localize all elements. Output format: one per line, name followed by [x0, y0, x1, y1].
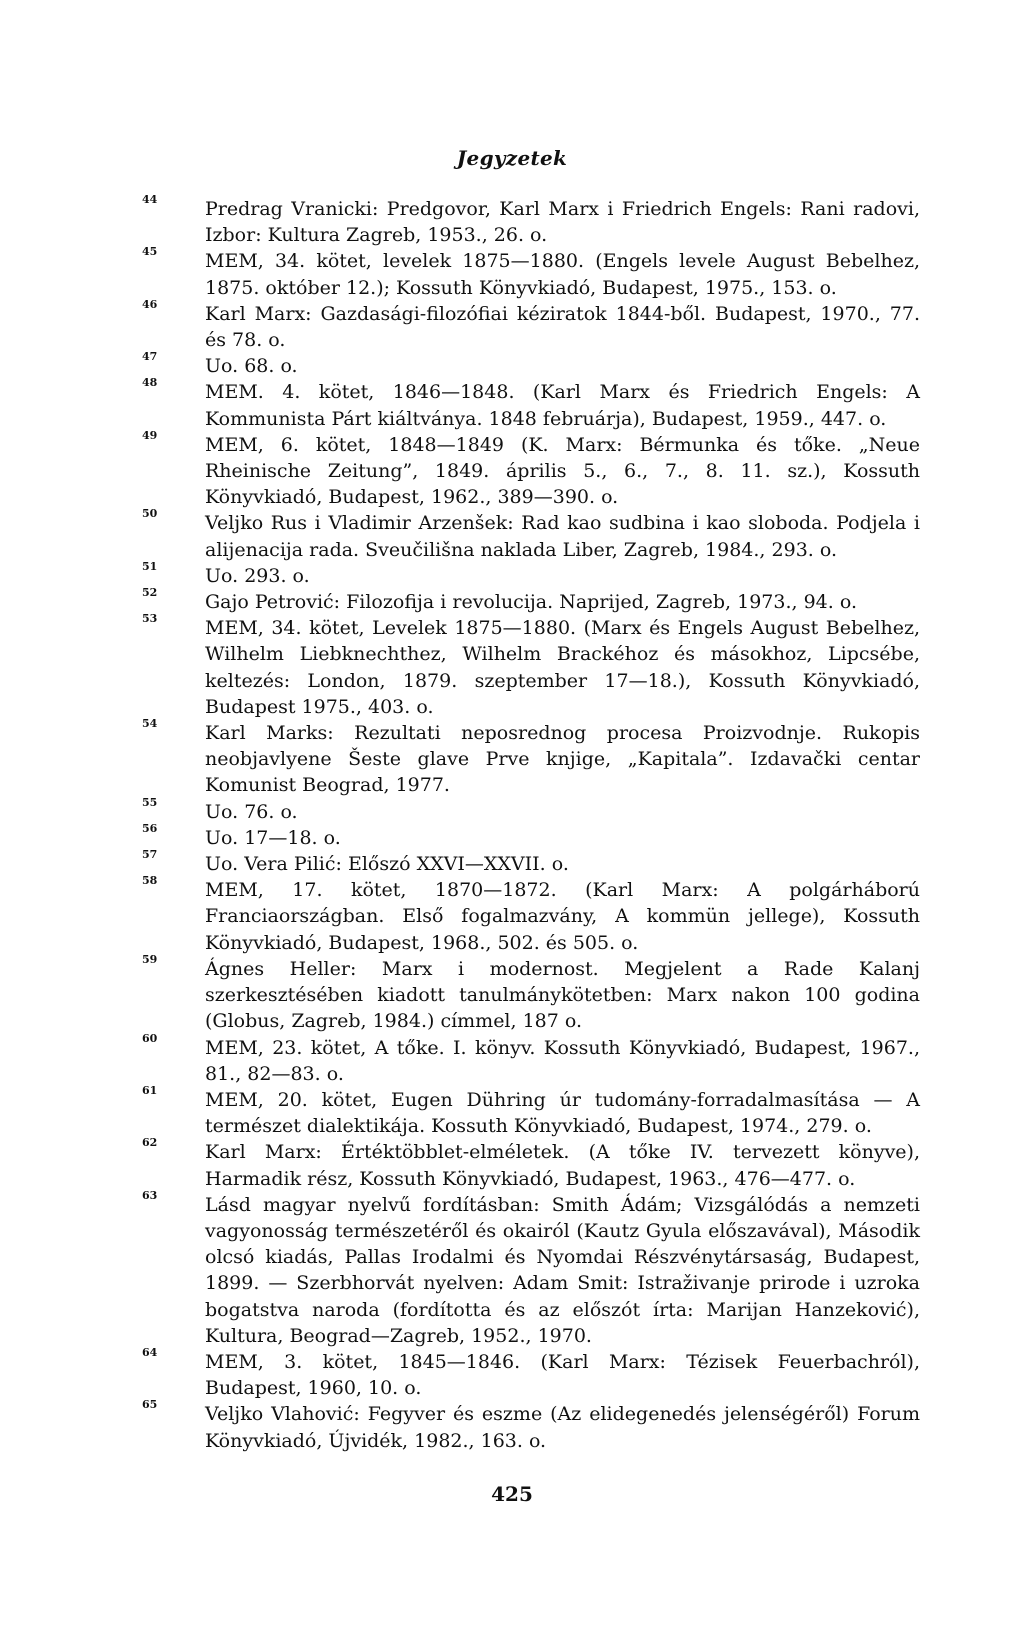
endnote — [142, 1136, 920, 1191]
endnote — [142, 952, 920, 1035]
endnote — [142, 1398, 920, 1453]
endnote-number: 61 — [142, 1083, 158, 1097]
endnote-number: 45 — [142, 245, 158, 259]
endnotes-list — [142, 193, 920, 1454]
endnote — [142, 717, 920, 799]
page-number: 425 — [491, 1482, 533, 1506]
endnote — [142, 874, 920, 956]
endnote-number: 51 — [142, 559, 158, 573]
endnote-number: 47 — [142, 350, 158, 364]
endnote — [142, 848, 920, 877]
endnote-text: MEM, 23. kötet, A tőke. I. könyv. Kossuth Könyvkiadó, Budapest, 1967., 81., 82—83. o. — [205, 1036, 920, 1085]
endnote-text: MEM, 6. kötet, 1848—1849 (K. Marx: Bérmunka és tőke. „Neue Rheinische Zeitung”, 1849. április 5., 6., 7., 8. 11. sz.), Kossuth Könyvkiadó, Budapest, 1962., 389—390. o. — [205, 433, 920, 509]
endnote-number: 58 — [142, 874, 158, 888]
endnote-number: 63 — [142, 1188, 158, 1202]
endnote-text: MEM, 17. kötet, 1870—1872. (Karl Marx: A polgárháború Franciaországban. Első fogalmazvány, A kommün jellege), Kossuth Könyvkiadó, Budapest, 1968., 502. és 505. o. — [205, 879, 920, 954]
endnote-text: MEM, 3. kötet, 1845—1846. (Karl Marx: Tézisek Feuerbachról), Budapest, 1960, 10. o. — [205, 1350, 920, 1400]
endnote-number: 65 — [142, 1398, 158, 1412]
endnote-text: MEM, 34. kötet, Levelek 1875—1880. (Marx és Engels August Bebelhez, Wilhelm Liebknechthez, Wilhelm Brackéhoz és másokhoz, Lipcsébe, keltezés: London, 1879. szeptember 17—18.), Kossuth Könyvkiadó, Budapest 1975., 403. o. — [205, 617, 920, 718]
endnote-text: Uo. 293. o. — [205, 564, 310, 587]
endnote — [142, 297, 920, 353]
endnote-text: Lásd magyar nyelvű fordításban: Smith Ádám; Vizsgálódás a nemzeti vagyonosság természetéről és okairól (Kautz Gyula előszavával), Második olcsó kiadás, Pallas Irodalmi és Nyomdai Részvénytársaság, Budapest, 1899. — Szerbhorvát nyelven: Adam Smit: Istraživanje prirode i uzroka bogatstva naroda (fordította és az előszót írta: Marijan Hanzeković), Kultura, Beograd—Zagreb, 1952., 1970. — [205, 1193, 920, 1347]
endnote-number: 50 — [142, 507, 158, 521]
endnote-text: Ágnes Heller: Marx i modernost. Megjelent a Rade Kalanj szerkesztésében kiadott tanulmánykötetben: Marx nakon 100 godina (Globus, Zagreb, 1984.) címmel, 187 o. — [205, 957, 920, 1033]
endnote-number: 46 — [142, 297, 158, 311]
endnote — [142, 507, 920, 562]
endnote — [142, 612, 920, 720]
endnote-text: Uo. 17—18. o. — [205, 826, 341, 849]
endnote-text: Karl Marx: Gazdasági-filozófiai kéziratok 1844-ből. Budapest, 1970., 77. és 78. o. — [205, 302, 920, 352]
endnote-text: Gajo Petrović: Filozofija i revolucija. Naprijed, Zagreb, 1973., 94. o. — [205, 591, 857, 614]
endnote — [142, 1031, 920, 1087]
endnote — [142, 821, 920, 851]
endnote-number: 60 — [142, 1031, 158, 1045]
endnote — [142, 428, 920, 511]
endnote-number: 55 — [142, 795, 158, 809]
endnote — [142, 1345, 920, 1401]
endnote-text: Uo. 76. o. — [205, 800, 298, 823]
endnote-text: MEM, 34. kötet, levelek 1875—1880. (Engels levele August Bebelhez, 1875. október 12.); Kossuth Könyvkiadó, Budapest, 1975., 153. o. — [205, 250, 920, 299]
endnote-text: Uo. 68. o. — [205, 355, 298, 378]
endnote — [142, 376, 920, 431]
endnote-number: 48 — [142, 376, 158, 390]
endnote — [142, 1188, 920, 1349]
endnote — [142, 193, 920, 248]
endnote-text: Uo. Vera Pilić: Előszó XXVI—XXVII. o. — [205, 853, 569, 876]
endnote-number: 64 — [142, 1345, 158, 1359]
endnote — [142, 350, 920, 379]
endnote — [142, 245, 920, 300]
endnote-text: Karl Marks: Rezultati neposrednog procesa Proizvodnje. Rukopis neobjavlyene Šeste glave Prve knjige, „Kapitala”. Izdavački centar Komunist Beograd, 1977. — [205, 722, 920, 797]
endnote — [142, 586, 920, 615]
endnote-text: MEM. 4. kötet, 1846—1848. (Karl Marx és Friedrich Engels: A Kommunista Párt kiáltványa. 1848 februárja), Budapest, 1959., 447. o. — [205, 381, 920, 430]
running-title: Jegyzetek — [456, 146, 568, 170]
endnote-number: 62 — [142, 1136, 158, 1150]
endnote-text: Veljko Rus i Vladimir Arzenšek: Rad kao sudbina i kao sloboda. Podjela i alijenacija rada. Sveučilišna naklada Liber, Zagreb, 1984., 293. o. — [205, 512, 920, 561]
endnote-text: Veljko Vlahović: Fegyver és eszme (Az elidegenedés jelenségéről) Forum Könyvkiadó, Újvidék, 1982., 163. o. — [205, 1403, 920, 1452]
endnote — [142, 1083, 920, 1139]
endnote-number: 56 — [142, 821, 158, 835]
endnote-number: 52 — [142, 586, 158, 600]
endnote — [142, 559, 920, 589]
endnote-number: 54 — [142, 717, 158, 731]
endnote-number: 53 — [142, 612, 158, 626]
endnote — [142, 795, 920, 825]
endnote-number: 44 — [142, 193, 158, 206]
endnote-number: 49 — [142, 428, 158, 442]
endnote-text: Karl Marx: Értéktöbblet-elméletek. (A tőke IV. tervezett könyve), Harmadik rész, Kossuth Könyvkiadó, Budapest, 1963., 476—477. o. — [205, 1141, 920, 1190]
endnote-text: MEM, 20. kötet, Eugen Dühring úr tudomány-forradalmasítása — A természet dialektikája. Kossuth Könyvkiadó, Budapest, 1974., 279. o. — [205, 1088, 920, 1138]
endnote-number: 59 — [142, 952, 158, 966]
endnote-text: Predrag Vranicki: Predgovor, Karl Marx i Friedrich Engels: Rani radovi, Izbor: Kultura Zagreb, 1953., 26. o. — [205, 198, 920, 247]
endnote-number: 57 — [142, 848, 158, 862]
